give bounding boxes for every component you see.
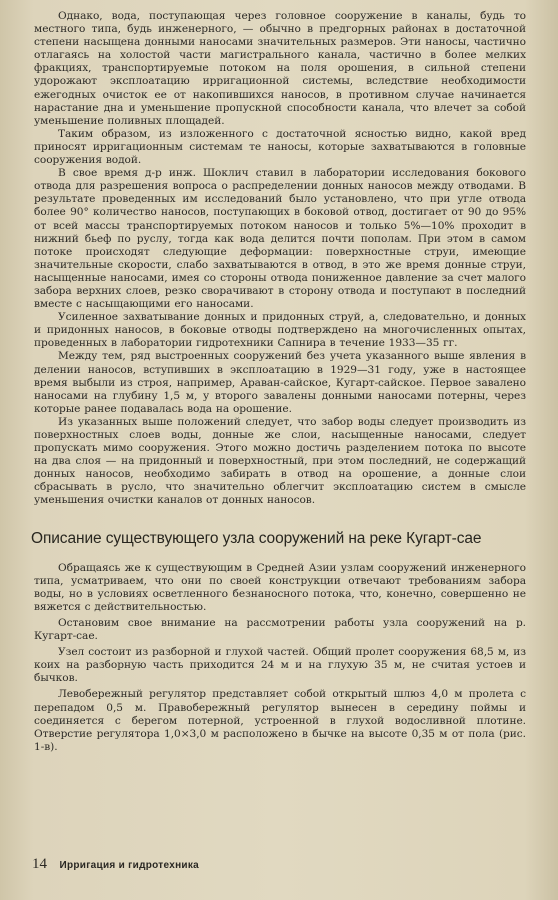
paragraph-4: Усиленное захватывание донных и придонных струй, а, следовательно, и донных и придонных наносов, в боковые отводы подтверждено на многочисленных опытах, проведенных в лаборатории гидротехники Сапнира в течение 1933—35 гг. [34, 311, 526, 350]
text-column [31, 10, 526, 757]
section-body [34, 562, 526, 754]
paragraph-7: Обращаясь же к существующим в Средней Азии узлам сооружений инженерного типа, усматриваем, что они по своей конструкции отвечают требованиям забора воды, но в условиях осветленного безнаносного потока, что, конечно, совершенно не вяжется с действительностью. [34, 561, 526, 613]
paragraph-9: Узел состоит из разборной и глухой частей. Общий пролет сооружения 68,5 м, из коих на разборную часть приходится 24 м и на глухую 35 м, не считая устоев и бычков. [34, 646, 526, 685]
section-title: Описание существующего узла сооружений на реке Кугарт-сае [31, 529, 482, 547]
paragraph-10: Левобережный регулятор представляет собой открытый шлюз 4,0 м пролета с перепадом 0,5 м. Правобережный регулятор вынесен в середину поймы и соединяется с берегом потерной, устроенной в глухой водосливной плотине. Отверстие регулятора 1,0×3,0 м расположено в бычке на высоте 0,35 м от пола (рис. 1-в). [34, 688, 526, 753]
journal-name: Ирригация и гидротехника [59, 860, 200, 871]
paragraph-6: Из указанных выше положений следует, что забор воды следует производить из поверхностных слоев воды, донные же слои, насыщенные наносами, следует пропускать мимо сооружения. Этого можно достичь разделением потока по высоте на два слоя — на придонный и поверхностный, при этом последний, не содержащий донных наносов, необходимо забирать в отвод на орошение, а донные слои сбрасывать в русло, что значительно облегчит эксплоатацию систем в смысле уменьшения очистки каналов от донных наносов. [34, 415, 526, 507]
page-footer [32, 855, 199, 873]
paragraph-8: Остановим свое внимание на рассмотрении работы узла сооружений на р. Кугарт-сае. [34, 616, 526, 643]
page-number: 14 [32, 856, 47, 872]
paragraph-1: Однако, вода, поступающая через головное сооружение в каналы, будь то местного типа, будь инженерного, — обычно в предгорных районах в достаточной степени насыщена донными наносами значительных размеров. Эти наносы, частично отлагаясь на холостой части магистрального канала, частично в более мелких фракциях, транспортируемые потоком на поля орошения, в сильной степени удорожают эксплоатацию ирригационной системы, вследствие необходимости ежегодных очисток ее от накопившихся наносов, в противном случае начинается нарастание дна и уменьшение пропускной способности канала, что влечет за собой уменьшение поливных площадей. [34, 10, 526, 127]
paragraph-3: В свое время д-р инж. Шоклич ставил в лаборатории исследования бокового отвода для разрешения вопроса о распределении донных наносов между отводами. В результате проведенных им исследований было установлено, что при угле отвода более 90° количество наносов, поступающих в боковой отвод, достигает от 90 до 95% от всей массы транспортируемых потоком наносов и только 5%—10% проходит в нижний бьеф по руслу, тогда как вода делится почти пополам. При этом в самом потоке происходят следующие деформации: поверхностные струи, имеющие значительные скорости, слабо захватываются в отвод, в это же время донные струи, насыщенные наносами, имея со стороны отвода пониженное давление за счет малого забора верхних слоев, резко сворачивают в сторону отвода и поступают в последний вместе с насыщающими его наносами. [34, 167, 526, 311]
paragraph-5: Между тем, ряд выстроенных сооружений без учета указанного выше явления в делении наносов, вступивших в эксплоатацию в 1929—31 году, уже в настоящее время выбыли из строя, например, Араван-сайское, Кугарт-сайское. Первое завалено наносами на глубину 1,5 м, у второго завалены донными наносами потерны, через которые ранее подавалась вода на орошение. [34, 350, 526, 415]
paragraph-2: Таким образом, из изложенного с достаточной ясностью видно, какой вред приносят ирригационным системам те наносы, которые захватываются в головные сооружения водой. [34, 127, 526, 167]
